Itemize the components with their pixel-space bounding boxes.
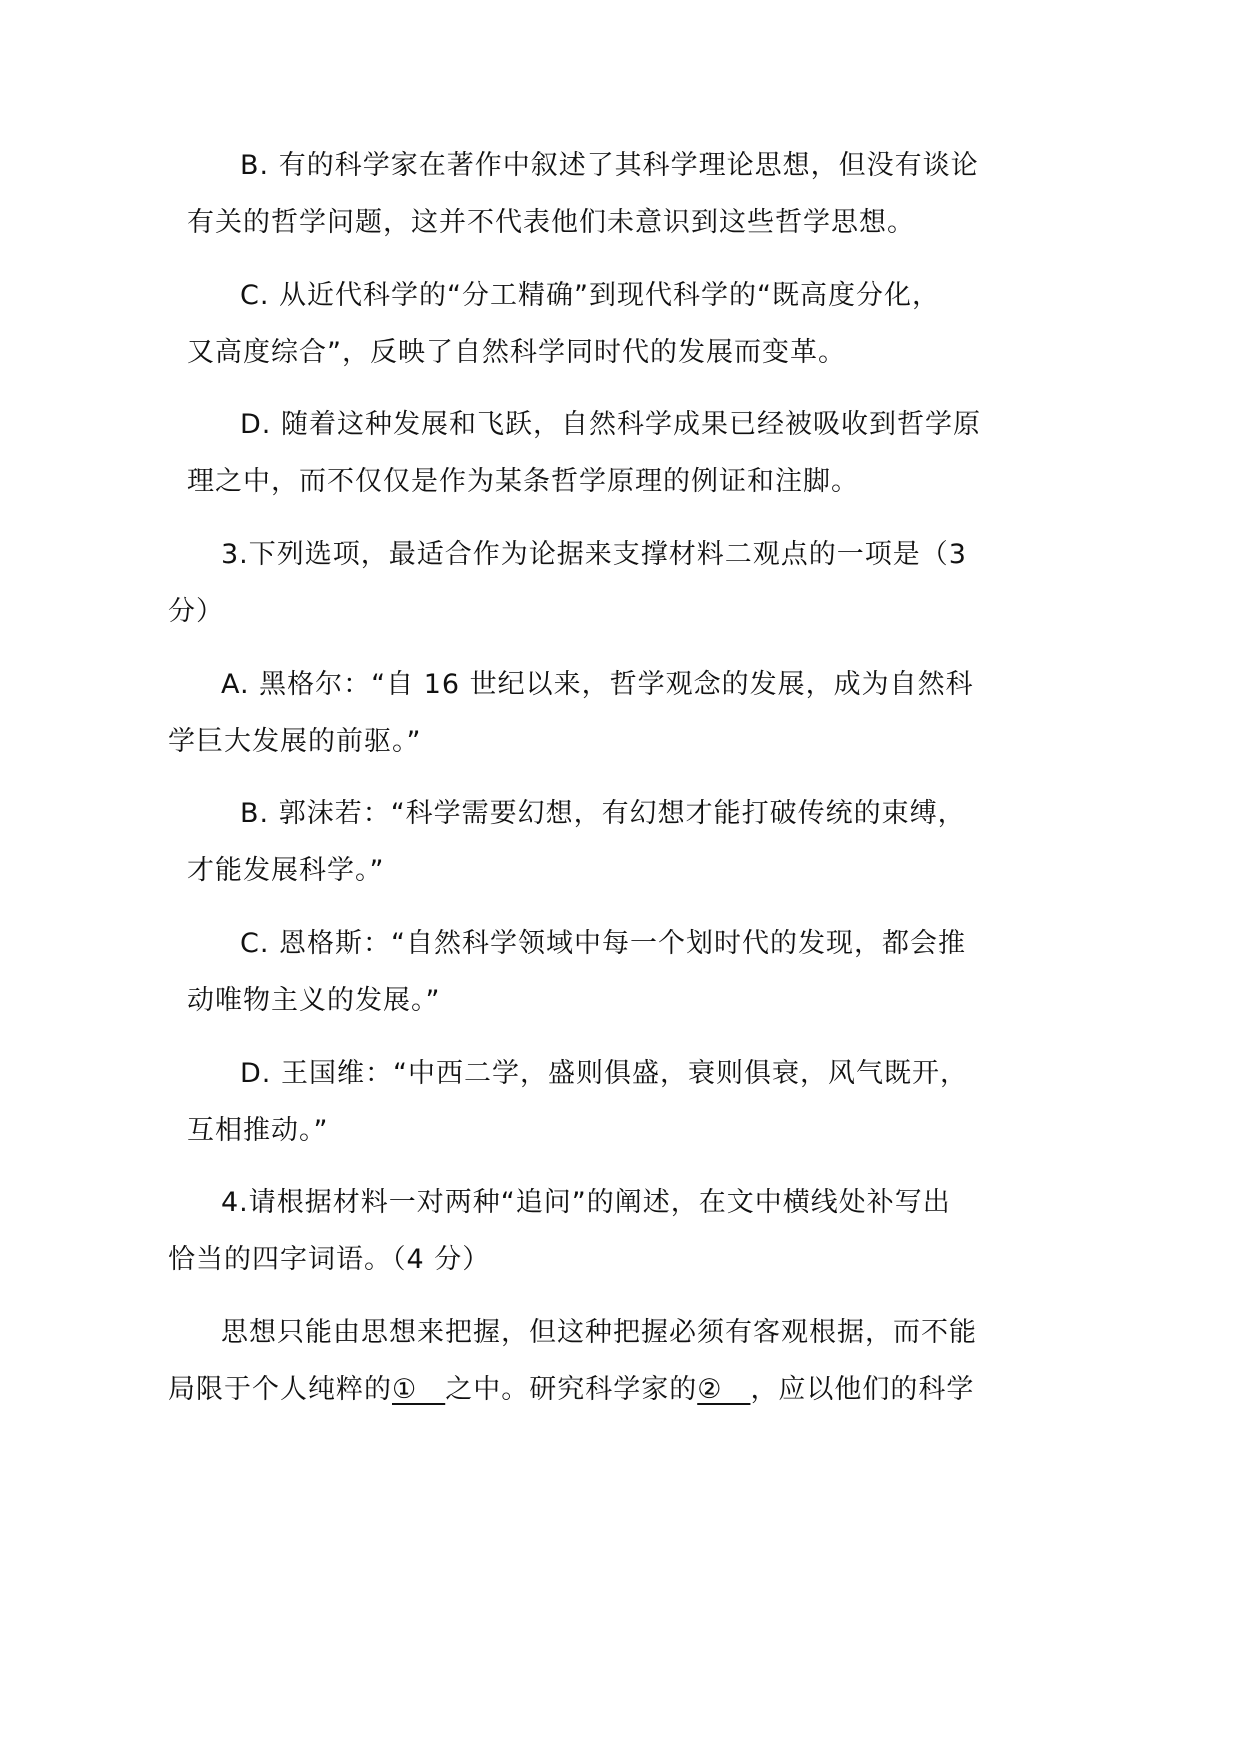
q4-passage-line2 (168, 1372, 974, 1408)
q4-passage-text-c: ，应以他们的科学 (750, 1374, 975, 1405)
q4-blank-2: ② (697, 1374, 751, 1405)
q2-option-d-line1: D. 随着这种发展和飞跃，自然科学成果已经被吸收到哲学原 (240, 409, 981, 440)
q4-stem-line1: 4.请根据材料一对两种“追问”的阐述，在文中横线处补写出 (221, 1187, 951, 1218)
q3-option-b-line2: 才能发展科学。” (187, 855, 385, 886)
q3-stem-line1: 3.下列选项，最适合作为论据来支撑材料二观点的一项是（3 (221, 539, 967, 570)
q3-option-c-line2: 动唯物主义的发展。” (187, 985, 441, 1016)
q4-stem-line2: 恰当的四字词语。（4 分） (168, 1244, 491, 1275)
q3-stem-line2: 分） (168, 596, 224, 627)
q3-option-d-line1: D. 王国维：“中西二学，盛则俱盛，衰则俱衰，风气既开， (240, 1058, 968, 1089)
q3-option-b-line1: B. 郭沫若：“科学需要幻想，有幻想才能打破传统的束缚， (240, 798, 966, 829)
q4-passage-text-a: 局限于个人纯粹的 (168, 1374, 392, 1405)
q2-option-b-line1: B. 有的科学家在著作中叙述了其科学理论思想，但没有谈论 (240, 150, 979, 181)
q4-passage-text-b: 之中。研究科学家的 (445, 1374, 698, 1405)
q2-option-b-line2: 有关的哲学问题，这并不代表他们未意识到这些哲学思想。 (187, 207, 915, 238)
q2-option-c-line1: C. 从近代科学的“分工精确”到现代科学的“既高度分化， (240, 280, 940, 311)
q3-option-a-line1: A. 黑格尔：“自 16 世纪以来，哲学观念的发展，成为自然科 (221, 669, 974, 700)
q3-option-d-line2: 互相推动。” (187, 1115, 329, 1146)
q2-option-c-line2: 又高度综合”，反映了自然科学同时代的发展而变革。 (187, 337, 846, 368)
q3-option-a-line2: 学巨大发展的前驱。” (168, 726, 422, 757)
q2-option-d-line2: 理之中，而不仅仅是作为某条哲学原理的例证和注脚。 (187, 466, 859, 497)
q4-passage-line1: 思想只能由思想来把握，但这种把握必须有客观根据，而不能 (221, 1317, 977, 1348)
q3-option-c-line1: C. 恩格斯：“自然科学领域中每一个划时代的发现，都会推 (240, 928, 967, 959)
q4-blank-1: ① (392, 1374, 446, 1405)
